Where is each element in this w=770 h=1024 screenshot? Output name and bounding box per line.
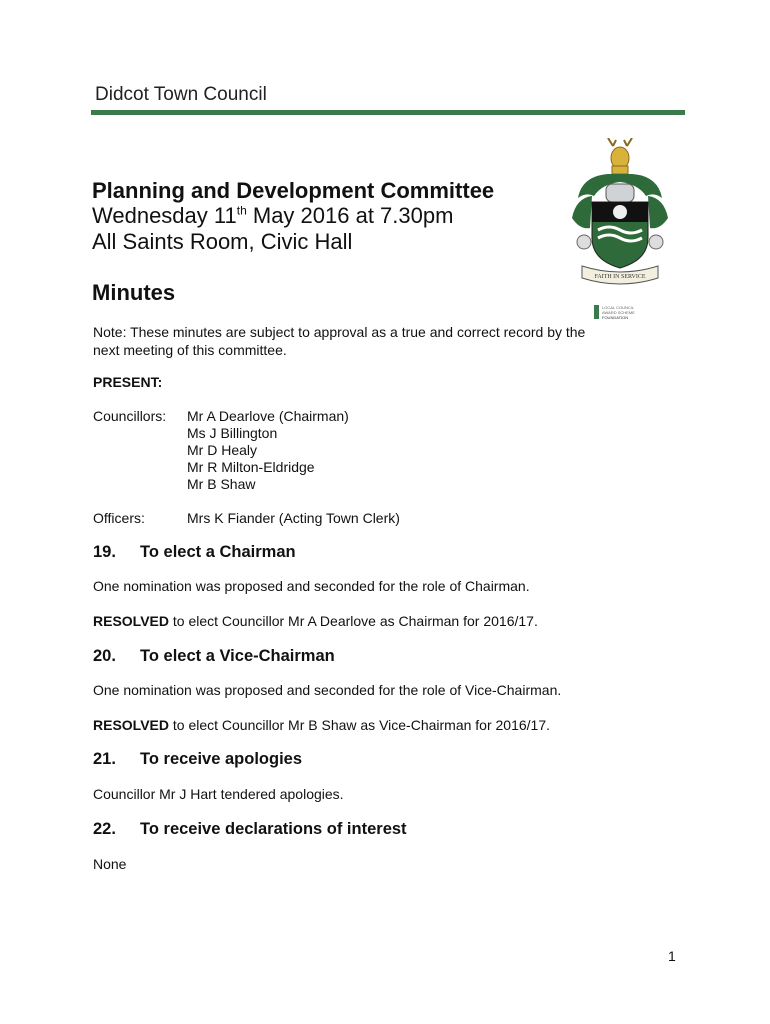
councillor-item: Mr D Healy — [187, 442, 258, 458]
section-text: Councillor Mr J Hart tendered apologies. — [93, 786, 344, 802]
meeting-venue: All Saints Room, Civic Hall — [92, 229, 353, 254]
minutes-heading: Minutes — [92, 280, 176, 305]
page-number: 1 — [668, 948, 676, 964]
header-rule — [91, 110, 685, 115]
section-heading: 19. To elect a Chairman — [93, 543, 296, 561]
committee-title: Planning and Development Committee — [92, 178, 495, 203]
section-heading: 22. To receive declarations of interest — [93, 820, 407, 838]
svg-text:LOCAL COUNCIL: LOCAL COUNCIL — [602, 305, 635, 310]
svg-text:AWARD SCHEME: AWARD SCHEME — [602, 310, 635, 315]
section-heading: 20. To elect a Vice-Chairman — [93, 647, 335, 665]
councillor-item: Mr R Milton-Eldridge — [187, 459, 315, 475]
section-text: One nomination was proposed and seconded for the role of Chairman. — [93, 578, 530, 594]
officer-item: Mrs K Fiander (Acting Town Clerk) — [187, 510, 400, 526]
resolution: RESOLVED to elect Councillor Mr B Shaw as Vice-Chairman for 2016/17. — [93, 717, 551, 733]
council-name: Didcot Town Council — [95, 84, 267, 105]
councillor-item: Mr A Dearlove (Chairman) — [187, 408, 349, 424]
councillors-label: Councillors: — [93, 408, 167, 424]
councillor-item: Mr B Shaw — [187, 476, 256, 492]
councillor-item: Ms J Billington — [187, 425, 278, 441]
meeting-date: Wednesday 11th May 2016 at 7.30pm — [92, 203, 454, 228]
section-text: One nomination was proposed and seconded for the role of Vice-Chairman. — [93, 682, 562, 698]
approval-note: Note: These minutes are subject to approval as a true and correct record by the next meeting of this committee. — [93, 324, 586, 358]
resolution: RESOLVED to elect Councillor Mr A Dearlove as Chairman for 2016/17. — [93, 613, 538, 629]
svg-text:FOUNDATION: FOUNDATION — [602, 315, 629, 320]
award-scheme-logo — [594, 303, 654, 323]
council-crest-logo — [568, 138, 672, 290]
officers-label: Officers: — [93, 510, 145, 526]
deer-icon — [608, 138, 632, 174]
section-heading: 21. To receive apologies — [93, 750, 303, 768]
crest-motto: FAITH IN SERVICE — [594, 274, 646, 280]
present-heading: PRESENT: — [93, 374, 163, 390]
section-text: None — [93, 856, 127, 872]
